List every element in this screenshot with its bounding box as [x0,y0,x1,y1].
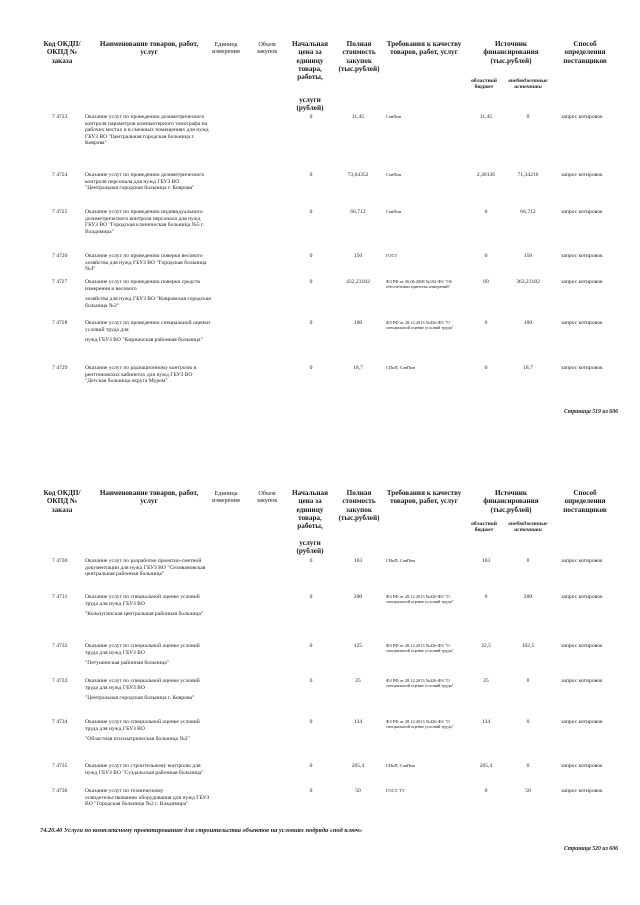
header-price-unit: услуги (рублей) [296,96,324,113]
row-code: 7 4726 [52,253,68,259]
row-extra-budget: 0 [526,678,530,684]
row-method: запрос котировок [561,643,603,649]
row-cost: 66,712 [350,209,366,215]
row-code: 7 4736 [52,788,68,794]
document-page-519 [0,0,640,440]
row-name: Оказание услуг по радиационному контролю в рентгеновских кабинетах для нужд ГБУЗ ВО "Детская больница округа Муром" [85,365,197,385]
row-price: 0 [309,763,313,769]
row-regional: 22,5 [481,643,491,649]
row-price: 0 [309,114,313,120]
row-method: запрос котировок [561,788,603,794]
row-code: 7 4735 [52,763,68,769]
page-number: Страница 519 из 606 [563,409,618,415]
header-unit: Единица измерения [212,41,240,56]
row-method: запрос котировок [561,209,603,215]
header-price: Начальная цена за единицу товара, работы, [291,40,329,82]
header-regional-budget: областной бюджет [471,78,497,91]
header-source: Источник финансирования (тыс.рублей) [483,40,539,65]
row-cost: 18,7 [353,365,363,371]
section-title: Услуги по комплексному проектированию для строительства объектов на условиях подряда «под ключ» [63,827,363,834]
row-extra-budget: 18,7 [523,365,533,371]
row-requirements: ГОСТ, ТУ [386,788,405,793]
header-cost: Полная стоимость закупок (тыс.рублей) [338,489,380,522]
row-regional: 0 [484,365,488,371]
header-volume: Объем закупок [256,490,278,505]
row-requirements: СанПин [386,172,402,177]
header-volume: Объем закупок [256,41,278,56]
row-extra-budget: 100 [523,320,533,326]
header-cost: Полная стоимость закупок (тыс.рублей) [338,40,380,73]
row-cost: 134 [353,719,363,725]
row-regional: 69 [483,279,489,285]
row-extra-budget: 200 [523,594,533,600]
header-unit: Единица измерения [212,490,240,505]
header-extra-budget: внебюджетные источники [508,78,548,91]
row-name: Оказание услуг по специальной оценке условий труда для нужд ГБУЗ ВО "Петушинская районная больница" [85,643,200,667]
row-cost: 163 [353,558,363,564]
row-cost: 25 [355,678,361,684]
row-extra-budget: 0 [526,719,530,725]
row-extra-budget: 0 [526,763,530,769]
row-price: 0 [309,253,313,259]
row-name: Оказание услуг по проведению поверки весового хозяйства для нужд ГБУЗ ВО "Городская больница №4" [85,253,207,273]
row-cost: 432,23182 [346,279,370,285]
row-cost: 200 [353,594,363,600]
section-code: 74.20.40 [40,827,63,834]
row-regional: 0 [484,788,488,794]
row-code: 7 4732 [52,643,68,649]
row-method: запрос котировок [561,558,603,564]
row-cost: 265,4 [351,763,365,769]
row-requirements: СанПин [386,209,402,214]
row-code: 7 4729 [52,365,68,371]
row-name: Оказание услуг по техническому освидетельствованию оборудования для нужд ГБУЗ ВО "Городская больница №2 г. Владимира" [85,788,210,808]
row-price: 0 [309,719,313,725]
header-price: Начальная цена за единицу товара, работы, [291,489,329,531]
header-regional-budget: областной бюджет [471,521,497,534]
row-method: запрос котировок [561,320,603,326]
row-regional: 11,45 [479,114,493,120]
row-requirements: СНиП, СанПин [386,558,415,563]
row-price: 0 [309,558,313,564]
row-regional: 2,30136 [476,172,496,178]
row-cost: 11,45 [351,114,365,120]
header-code: Код ОКДП/ ОКПД № заказа [43,489,81,514]
row-cost: 100 [353,320,363,326]
row-cost: 150 [353,253,363,259]
row-code: 7 4723 [52,114,68,120]
header-requirements: Требования к качеству товаров, работ, услуг [386,40,462,57]
row-code: 7 4731 [52,594,68,600]
row-extra-budget: 0 [526,114,530,120]
row-method: запрос котировок [561,114,603,120]
header-extra-budget: внебюджетные источники [508,521,548,534]
header-name: Наименование товаров, работ, услуг [99,40,199,57]
header-method: Способ определения поставщиков [563,489,607,514]
section-heading [40,827,362,834]
row-method: запрос котировок [561,279,603,285]
row-requirements: СПиП, СанПин [386,365,415,370]
row-name: Оказание услуг по специальной оценке условий труда для нужд ГБУЗ ВО "Областная психиатрическая больница №2" [85,719,200,743]
header-name: Наименование товаров, работ, услуг [99,489,199,506]
row-price: 0 [309,643,313,649]
row-regional: 0 [484,209,488,215]
row-price: 0 [309,365,313,371]
row-regional: 0 [484,253,488,259]
row-code: 7 4725 [52,209,68,215]
row-requirements: ФЗ РФ от 28.12.2013 №426-ФЗ "О специальной оценке условий труда" [386,719,454,730]
row-requirements: СНиП, СанПин [386,763,415,768]
row-price: 0 [309,594,313,600]
row-price: 0 [309,279,313,285]
row-regional: 0 [484,594,488,600]
row-code: 7 4727 [52,279,68,285]
row-cost: 50 [355,788,361,794]
row-code: 7 4730 [52,558,68,564]
row-regional: 265,4 [479,763,493,769]
header-method: Способ определения поставщиков [563,40,607,65]
row-extra-budget: 50 [525,788,531,794]
row-name: Оказание услуг по специальной оценке условий труда для нужд ГБУЗ ВО "Центральная городская больница г. Коврова" [85,678,200,702]
row-extra-budget: 66,712 [520,209,536,215]
row-extra-budget: 150 [523,253,533,259]
header-requirements: Требования к качеству товаров, работ, услуг [386,489,462,506]
row-name: Оказание услуг по разработке проектно-сметной документации для нужд ГБУЗ ВО "Селивановская центральная районная больница" [85,558,206,578]
row-price: 0 [309,209,313,215]
header-price-unit: услуги (рублей) [296,539,324,556]
row-regional: 163 [481,558,491,564]
document-page-520 [0,475,640,905]
row-extra-budget: 0 [526,558,530,564]
row-method: запрос котировок [561,763,603,769]
row-price: 0 [309,678,313,684]
row-name: Оказание услуг по строительному контролю для нужд ГБУЗ ВО "Суздальская районная больница" [85,763,204,776]
row-name: Оказание услуг по проведению дозиметрического контроля персонала для нужд ГБУЗ ВО "Центральная городская больница г. Коврова" [85,172,205,192]
row-method: запрос котировок [561,594,603,600]
row-requirements: ФЗ РФ от 28.12.2013 №426-ФЗ "О специальной оценке условий труда" [386,678,454,689]
row-method: запрос котировок [561,678,603,684]
row-method: запрос котировок [561,172,603,178]
header-source: Источник финансирования (тыс.рублей) [483,489,539,514]
row-code: 7 4728 [52,320,68,326]
row-name: Оказание услуг по проведению поверки средств измерения и весового хозяйства для нужд ГБУЗ ВО "Ковровская городская больница №2" [85,279,211,309]
row-regional: 25 [483,678,489,684]
row-regional: 0 [484,320,488,326]
row-name: Оказание услуг по проведению дозиметрического контроля параметров компьютерного томографа на рабочих местах и в смежных помещениях для нужд ГБУЗ ВО "Центральная городская больница г. Коврова" [85,114,209,147]
row-requirements: ГОСТ [386,253,398,258]
row-requirements: ФЗ РФ от 28.12.2013 №426-ФЗ "О специальной оценке условий труда" [386,594,454,605]
row-method: запрос котировок [561,253,603,259]
row-name: Оказание услуг по проведению специальной оценки условий труда для нужд ГБУЗ ВО "Киржачская районная больница" [85,320,210,344]
header-code: Код ОКДП/ ОКПД № заказа [43,40,81,65]
row-requirements: ФЗ РФ от 28.12.2013 №426-ФЗ "О специальной оценке условий труда" [386,643,454,654]
page-number: Страница 520 из 606 [563,846,618,852]
row-requirements: СанПин [386,114,402,119]
row-method: запрос котировок [561,719,603,725]
row-code: 7 4733 [52,678,68,684]
row-code: 7 4734 [52,719,68,725]
row-price: 0 [309,320,313,326]
row-price: 0 [309,788,313,794]
row-name: Оказание услуг по проведению индивидуального дозиметрического контроля персонала для нужд ГБУЗ ВО "Городская клиническая больница №5 г. Владимира" [85,209,205,235]
row-extra-budget: 102,5 [521,643,535,649]
row-cost: 73,64352 [347,172,369,178]
row-extra-budget: 363,23182 [516,279,540,285]
row-extra-budget: 71,34216 [517,172,539,178]
row-price: 0 [309,172,313,178]
row-regional: 134 [481,719,491,725]
row-cost: 125 [353,643,363,649]
row-code: 7 4724 [52,172,68,178]
row-requirements: ФЗ РФ от 28.12.2013 №426-ФЗ "О специальной оценке условий труда" [386,320,454,331]
row-name: Оказание услуг по специальной оценке условий труда для нужд ГБУЗ ВО "Кольчугинская центральная районная больница" [85,594,204,618]
row-method: запрос котировок [561,365,603,371]
row-requirements: ФЗ РФ от 26.06.2008 №102-ФЗ "Об обеспечении единства измерений" [386,279,452,290]
